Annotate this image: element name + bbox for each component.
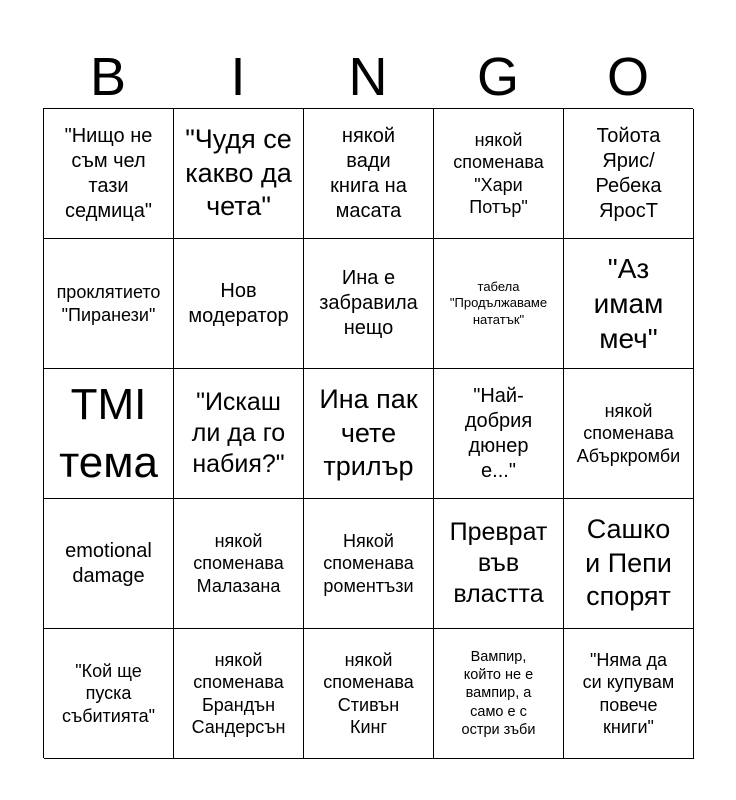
bingo-cell[interactable] xyxy=(174,239,304,369)
cell-text: "Кой ще пуска събитията" xyxy=(61,660,156,726)
cell-text: Ина пак чете трилър xyxy=(319,383,418,482)
bingo-cell[interactable] xyxy=(174,369,304,499)
bingo-cell[interactable] xyxy=(44,369,174,499)
bingo-cell[interactable] xyxy=(434,369,564,499)
cell-text: Преврат във властта xyxy=(449,517,548,609)
bingo-cell[interactable] xyxy=(44,499,174,629)
cell-text: Тойота Ярис/ Ребека ЯросТ xyxy=(595,124,662,222)
cell-text: табела "Продължаваме нататък" xyxy=(449,279,548,327)
cell-text: Някой споменава роментъзи xyxy=(323,530,414,596)
header-letter-o: O xyxy=(606,47,649,107)
cell-text: някой споменава Малазана xyxy=(193,530,284,596)
cell-text: "Аз имам меч" xyxy=(593,253,664,354)
bingo-cell[interactable] xyxy=(174,629,304,759)
cell-text: Вампир, който не е вампир, а само е с остри зъби xyxy=(461,649,536,738)
bingo-cell[interactable] xyxy=(44,629,174,759)
header-letter-n: N xyxy=(348,47,388,107)
cell-text: някой споменава "Хари Потър" xyxy=(453,129,544,217)
cell-text: TMI тема xyxy=(59,380,158,487)
header-letter-i: I xyxy=(230,47,246,107)
bingo-cell[interactable] xyxy=(564,629,694,759)
cell-text: някой споменава Брандън Сандерсън xyxy=(191,649,286,737)
bingo-cell[interactable] xyxy=(174,109,304,239)
cell-text: Сашко и Пепи спорят xyxy=(585,513,672,612)
cell-text: "Най- добрия дюнер е..." xyxy=(464,384,533,482)
bingo-header xyxy=(43,42,693,108)
bingo-cell[interactable] xyxy=(434,109,564,239)
cell-text: някой вади книга на масата xyxy=(330,124,407,222)
bingo-cell[interactable] xyxy=(304,239,434,369)
cell-text: Ина е забравила нещо xyxy=(319,267,418,339)
cell-text: Нов модератор xyxy=(188,279,289,327)
bingo-cell[interactable] xyxy=(434,629,564,759)
bingo-cell[interactable] xyxy=(44,109,174,239)
bingo-cell[interactable] xyxy=(564,239,694,369)
cell-text: "Искаш ли да го набия?" xyxy=(191,387,286,479)
bingo-cell[interactable] xyxy=(304,499,434,629)
cell-text: някой споменава Абъркромби xyxy=(576,400,681,466)
bingo-cell[interactable] xyxy=(304,629,434,759)
cell-text: проклятието "Пиранези" xyxy=(56,282,161,325)
bingo-cell[interactable] xyxy=(434,499,564,629)
bingo-cell[interactable] xyxy=(304,369,434,499)
bingo-cell[interactable] xyxy=(434,239,564,369)
bingo-cell[interactable] xyxy=(44,239,174,369)
header-letter-g: G xyxy=(476,47,519,107)
bingo-cell[interactable] xyxy=(564,499,694,629)
cell-text: някой споменава Стивън Кинг xyxy=(323,649,414,737)
bingo-cell[interactable] xyxy=(174,499,304,629)
bingo-cell[interactable] xyxy=(564,109,694,239)
cell-text: "Нищо не съм чел тази седмица" xyxy=(64,124,153,222)
cell-text: "Няма да си купувам повече книги" xyxy=(582,649,675,737)
cell-text: emotional damage xyxy=(65,539,152,587)
bingo-cell[interactable] xyxy=(304,109,434,239)
cell-text: "Чудя се какво да чета" xyxy=(185,123,292,222)
bingo-board xyxy=(43,108,693,758)
header-letter-b: B xyxy=(89,47,127,107)
bingo-cell[interactable] xyxy=(564,369,694,499)
